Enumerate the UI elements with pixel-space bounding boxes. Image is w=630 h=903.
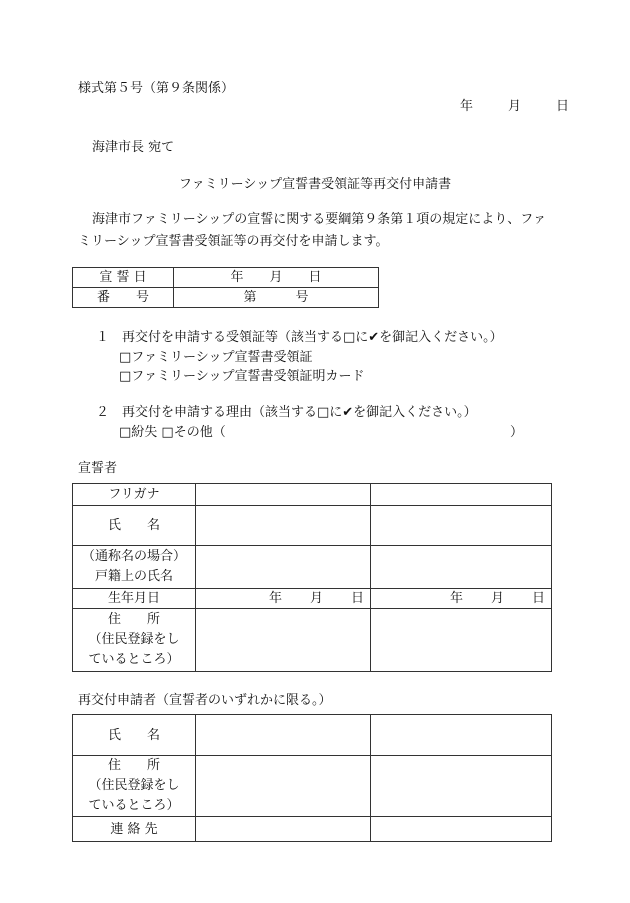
declarant2-birthdate-month: 月 xyxy=(490,591,504,606)
declarant1-name-field[interactable] xyxy=(196,506,371,546)
declarant2-address-field[interactable] xyxy=(371,609,552,672)
oath-date-value[interactable]: 年 月 日 xyxy=(174,268,379,288)
applicant-address-field-1[interactable] xyxy=(196,756,371,817)
intro-line-1: 海津市ファミリーシップの宣誓に関する要綱第９条第１項の規定により、ファ xyxy=(92,212,546,227)
applicant-address-label-line3: ているところ） xyxy=(88,798,180,813)
declarant1-birthdate-day: 日 xyxy=(350,591,364,606)
applicant-name-field-2[interactable] xyxy=(371,715,552,756)
applicant-heading: 再交付申請者（宣誓者のいずれかに限る。） xyxy=(78,693,332,708)
legal-name-label xyxy=(73,546,196,589)
declarant1-legal-name-field[interactable] xyxy=(196,546,371,589)
addressee: 海津市長 宛て xyxy=(92,140,175,155)
legal-name-label-line2: 戸籍上の氏名 xyxy=(94,569,173,584)
applicant-contact-field-2[interactable] xyxy=(371,817,552,842)
number-value[interactable]: 第 号 xyxy=(174,288,379,308)
name-label: 氏 名 xyxy=(73,506,196,546)
address-label-line2: （住民登録をし xyxy=(88,632,180,647)
number-label: 番 号 xyxy=(73,288,174,308)
section2-options[interactable]: □紛失 □その他（ xyxy=(119,425,226,440)
date-month-label: 月 xyxy=(508,99,522,114)
section1-heading: １ 再交付を申請する受領証等（該当する□に✔を御記入ください。） xyxy=(96,330,503,345)
declarant2-birthdate-day: 日 xyxy=(531,591,545,606)
address-label-line1: 住 所 xyxy=(107,612,160,627)
date-day-label: 日 xyxy=(556,99,570,114)
declarant2-name-field[interactable] xyxy=(371,506,552,546)
applicant-table xyxy=(72,714,552,842)
furigana-label: フリガナ xyxy=(73,484,196,506)
applicant-name-label: 氏 名 xyxy=(73,715,196,756)
section1-option-card[interactable]: □ファミリーシップ宣誓書受領証明カード xyxy=(119,369,365,384)
intro-line-2: ミリーシップ宣誓書受領証等の再交付を申請します。 xyxy=(78,234,389,249)
applicant-name-field-1[interactable] xyxy=(196,715,371,756)
declarants-table xyxy=(72,483,552,672)
oath-info-table xyxy=(72,267,379,308)
section1-option-certificate[interactable]: □ファミリーシップ宣誓書受領証 xyxy=(119,350,313,365)
address-label xyxy=(73,609,196,672)
declarants-heading: 宣誓者 xyxy=(78,461,118,476)
legal-name-label-line1: （通称名の場合） xyxy=(81,549,186,564)
declarant1-birthdate-year: 年 xyxy=(268,591,282,606)
birthdate-label: 生年月日 xyxy=(73,589,196,609)
document-title: ファミリーシップ宣誓書受領証等再交付申請書 xyxy=(178,177,452,192)
applicant-address-label-line2: （住民登録をし xyxy=(88,778,180,793)
declarant2-birthdate-year: 年 xyxy=(449,591,463,606)
applicant-address-field-2[interactable] xyxy=(371,756,552,817)
applicant-contact-field-1[interactable] xyxy=(196,817,371,842)
applicant-contact-label: 連 絡 先 xyxy=(73,817,196,842)
declarant2-legal-name-field[interactable] xyxy=(371,546,552,589)
declarant1-furigana-field[interactable] xyxy=(196,484,371,506)
declarant1-birthdate-field[interactable] xyxy=(196,589,371,609)
oath-date-label: 宣 誓 日 xyxy=(73,268,174,288)
date-year-label: 年 xyxy=(460,99,474,114)
section2-close-paren: ） xyxy=(510,425,524,440)
declarant1-address-field[interactable] xyxy=(196,609,371,672)
address-label-line3: ているところ） xyxy=(88,652,180,667)
section2-heading: ２ 再交付を申請する理由（該当する□に✔を御記入ください。） xyxy=(96,405,477,420)
declarant2-furigana-field[interactable] xyxy=(371,484,552,506)
form-number: 様式第５号（第９条関係） xyxy=(78,81,235,96)
applicant-address-label xyxy=(73,756,196,817)
declarant1-birthdate-month: 月 xyxy=(309,591,323,606)
declarant2-birthdate-field[interactable] xyxy=(371,589,552,609)
applicant-address-label-line1: 住 所 xyxy=(107,758,160,773)
